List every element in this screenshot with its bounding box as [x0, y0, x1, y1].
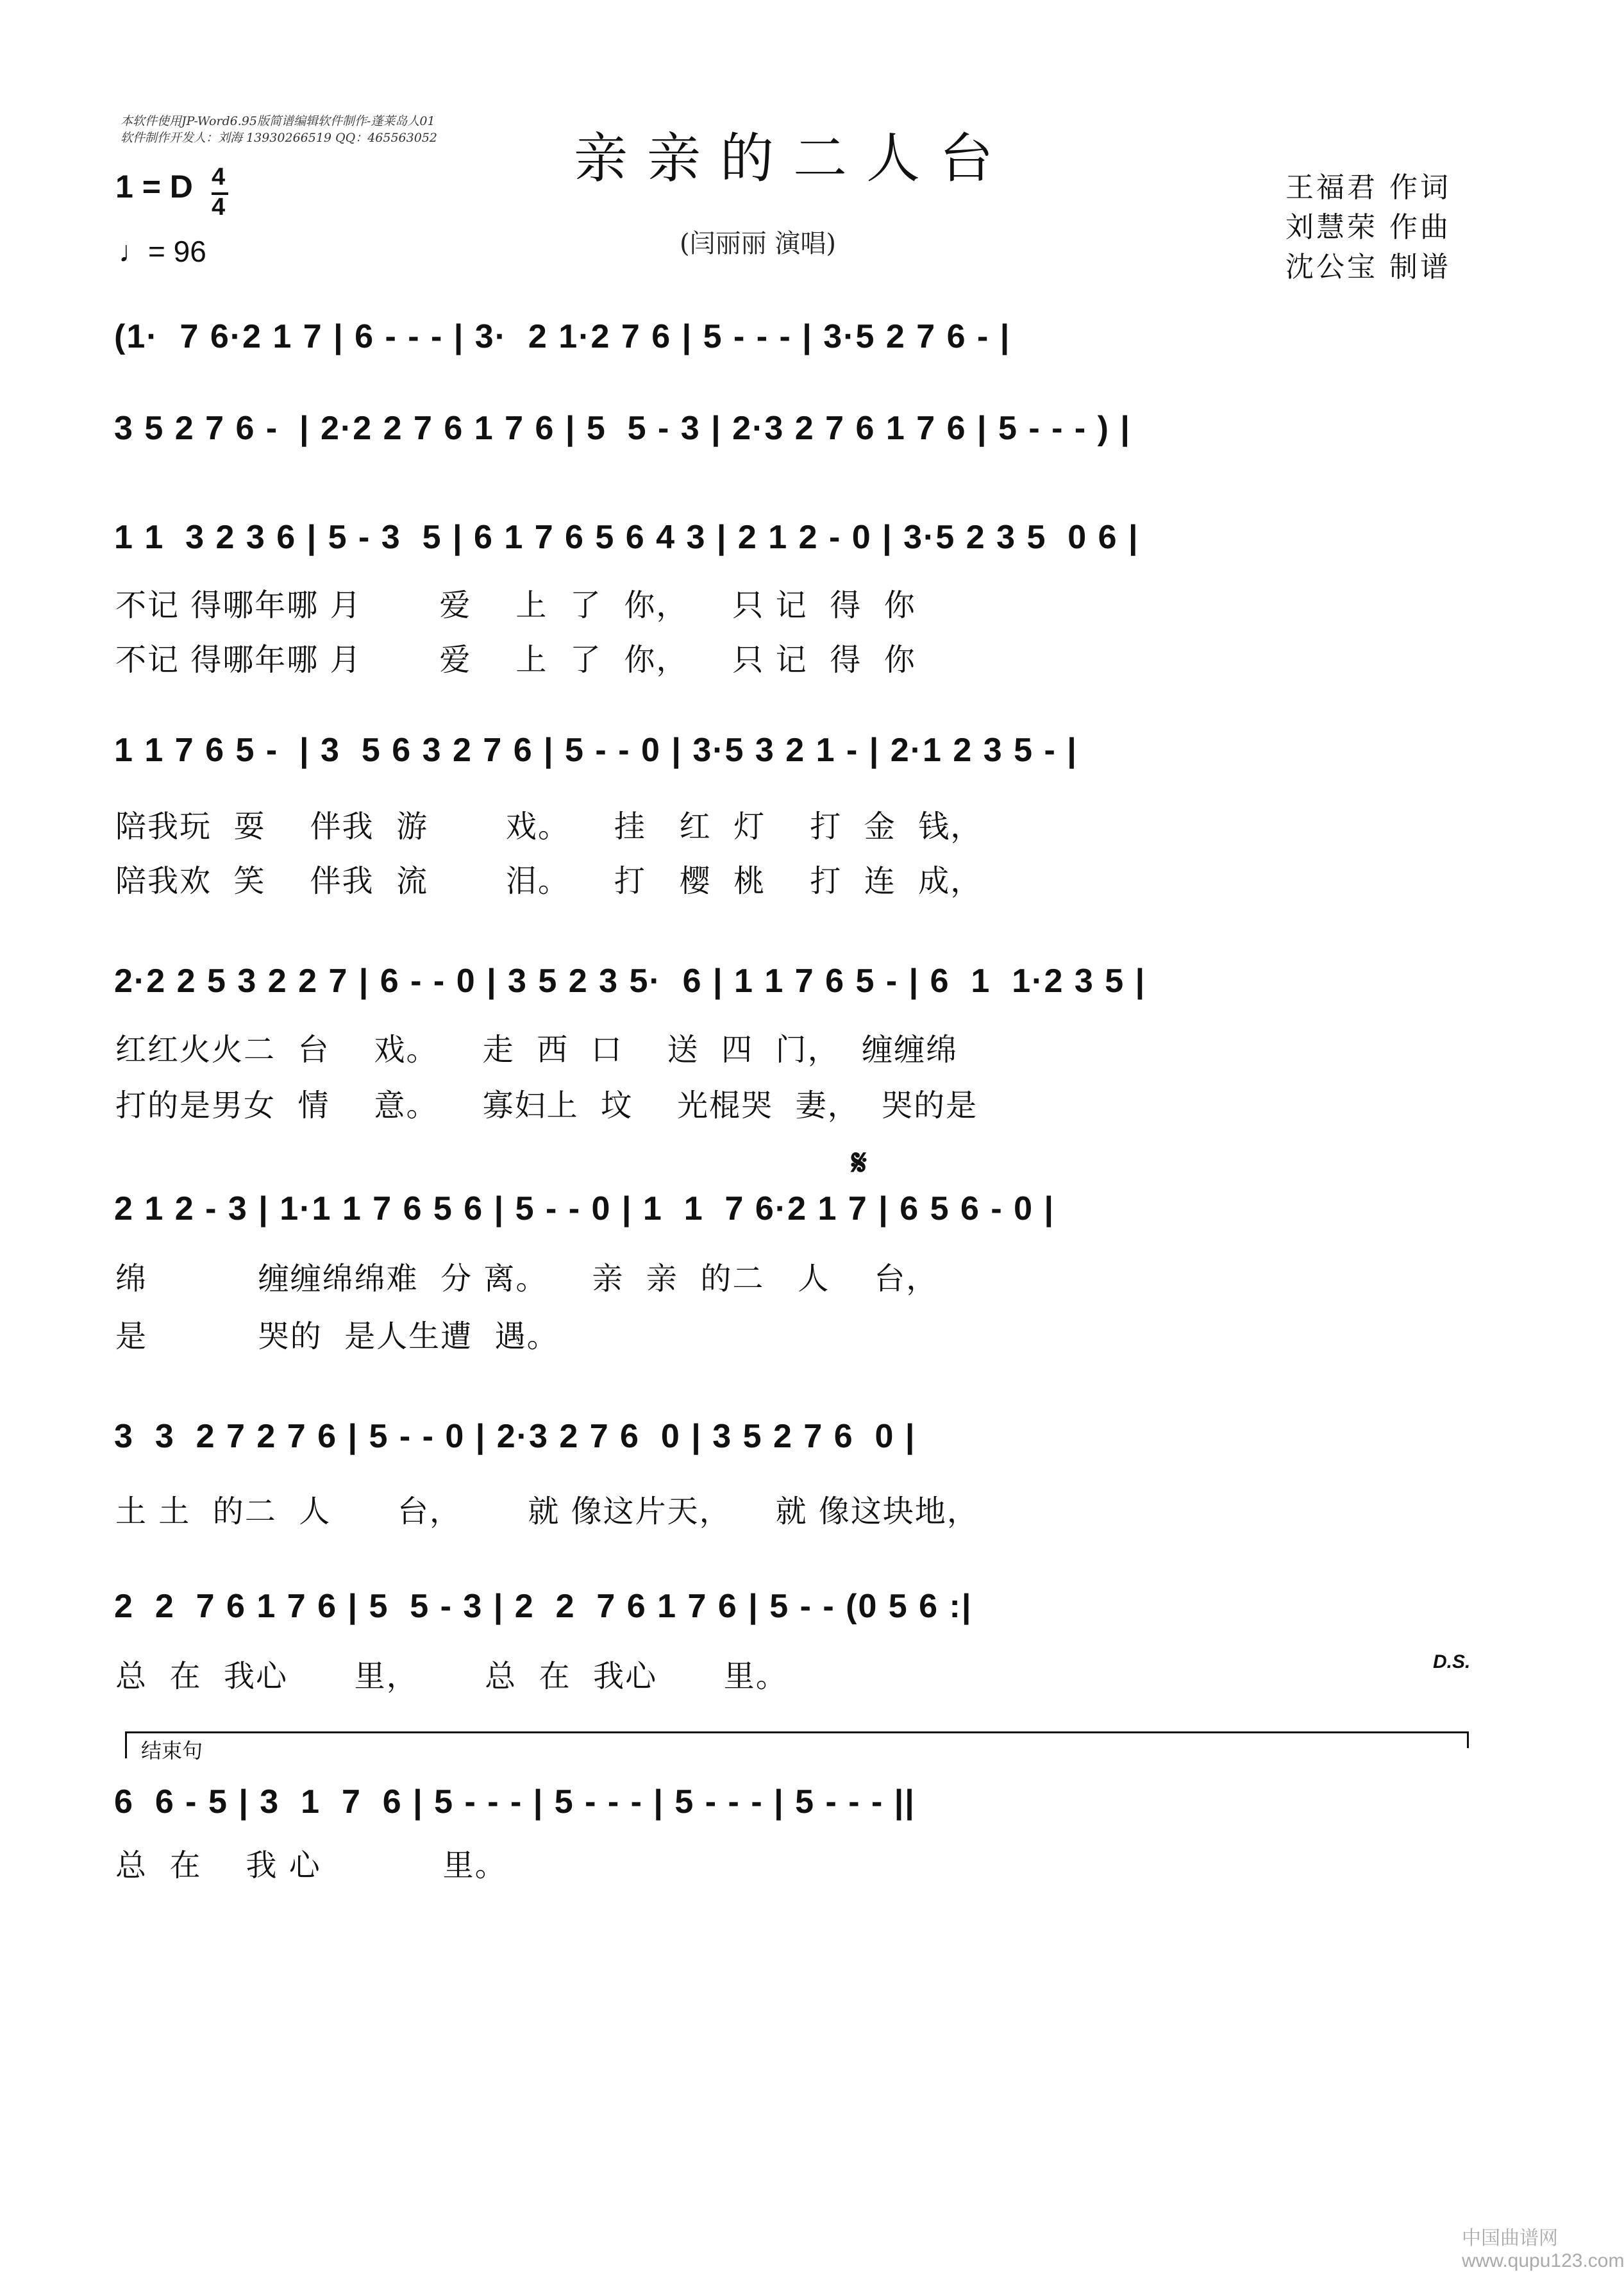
author-credits [1285, 168, 1451, 287]
segno-sign: 𝄋 [851, 1141, 867, 1184]
notation-system-8: 2 2 7 6 1 7 6 | 5 5 - 3 | 2 2 7 6 1 7 6 | 5 - - (0 5 6 :| [114, 1588, 973, 1625]
ending-bracket-line [125, 1731, 1468, 1733]
time-signature-bottom: 4 [212, 194, 226, 221]
software-credit-line-1: 本软件使用JP-Word6.95版简谱编辑软件制作-蓬莱岛人01 [121, 114, 435, 128]
tempo-marking: ♩= 96 [119, 235, 206, 268]
lyrics-system-9: 总 在 我 心 里。 [115, 1847, 507, 1883]
lyrics-system-4-verse-2: 陪我欢 笑 伴我 流 泪。 打 樱 桃 打 连 成， [115, 863, 983, 899]
ending-bracket-right [1467, 1731, 1469, 1748]
lyrics-system-3-verse-2: 不记 得哪年哪 月 爱 上 了 你， 只 记 得 你 [115, 642, 916, 678]
ending-label: 结束句 [141, 1738, 203, 1763]
composer: 刘慧荣 作曲 [1285, 211, 1451, 244]
notation-system-9: 6 6 - 5 | 3 1 7 6 | 5 - - - | 5 - - - | 5 - - - | 5 - - - || [114, 1783, 916, 1821]
lyrics-system-6-verse-2: 是 哭的 是人生遭 遇。 [115, 1318, 559, 1354]
lyrics-system-8: 总 在 我心 里， 总 在 我心 里。 [115, 1658, 788, 1694]
lyricist: 王福君 作词 [1285, 171, 1451, 204]
notation-system-2: 3 5 2 7 6 - | 2·2 2 7 6 1 7 6 | 5 5 - 3 | 2·3 2 7 6 1 7 6 | 5 - - - ) | [114, 410, 1131, 447]
key-signature: 1 = D [115, 169, 193, 205]
ending-bracket-left [125, 1731, 127, 1758]
lyrics-system-5-verse-1: 红红火火二 台 戏。 走 西 口 送 四 门， 缠缠绵 [115, 1032, 958, 1068]
transcriber: 沈公宝 制谱 [1285, 251, 1451, 283]
notation-system-5: 2·2 2 5 3 2 2 7 | 6 - - 0 | 3 5 2 3 5· 6 | 1 1 7 6 5 - | 6 1 1·2 3 5 | [114, 963, 1146, 1000]
notation-system-4: 1 1 7 6 5 - | 3 5 6 3 2 7 6 | 5 - - 0 | 3·5 3 2 1 - | 2·1 2 3 5 - | [114, 732, 1078, 769]
lyrics-system-7: 土 土 的二 人 台， 就 像这片天， 就 像这块地， [115, 1494, 979, 1529]
time-signature-top: 4 [212, 164, 226, 190]
lyrics-system-5-verse-2: 打的是男女 情 意。 寡妇上 坟 光棍哭 妻， 哭的是 [115, 1088, 978, 1123]
notation-system-3: 1 1 3 2 3 6 | 5 - 3 5 | 6 1 7 6 5 6 4 3 | 2 1 2 - 0 | 3·5 2 3 5 0 6 | [114, 519, 1139, 556]
notation-system-1: (1· 7 6·2 1 7 | 6 - - - | 3· 2 1·2 7 6 | 5 - - - | 3·5 2 7 6 - | [114, 318, 1011, 355]
dal-segno-marking: D.S. [1433, 1651, 1471, 1672]
lyrics-system-6-verse-1: 绵 缠缠绵绵难 分 离。 亲 亲 的二 人 台， [115, 1261, 939, 1297]
site-watermark: 中国曲谱网 www.qupu123.com [1462, 2228, 1624, 2271]
notation-system-6: 2 1 2 - 3 | 1·1 1 7 6 5 6 | 5 - - 0 | 1 1 7 6·2 1 7 | 6 5 6 - 0 | [114, 1190, 1055, 1227]
performer: (闫丽丽 演唱) [680, 229, 836, 258]
lyrics-system-4-verse-1: 陪我玩 耍 伴我 游 戏。 挂 红 灯 打 金 钱， [115, 809, 983, 845]
notation-system-7: 3 3 2 7 2 7 6 | 5 - - 0 | 2·3 2 7 6 0 | 3 5 2 7 6 0 | [114, 1418, 916, 1455]
lyrics-system-3-verse-1: 不记 得哪年哪 月 爱 上 了 你， 只 记 得 你 [115, 587, 916, 623]
song-title: 亲亲的二人台 [574, 127, 1013, 190]
software-credit-line-2: 软件制作开发人：刘海 13930266519 QQ：465563052 [121, 131, 438, 145]
